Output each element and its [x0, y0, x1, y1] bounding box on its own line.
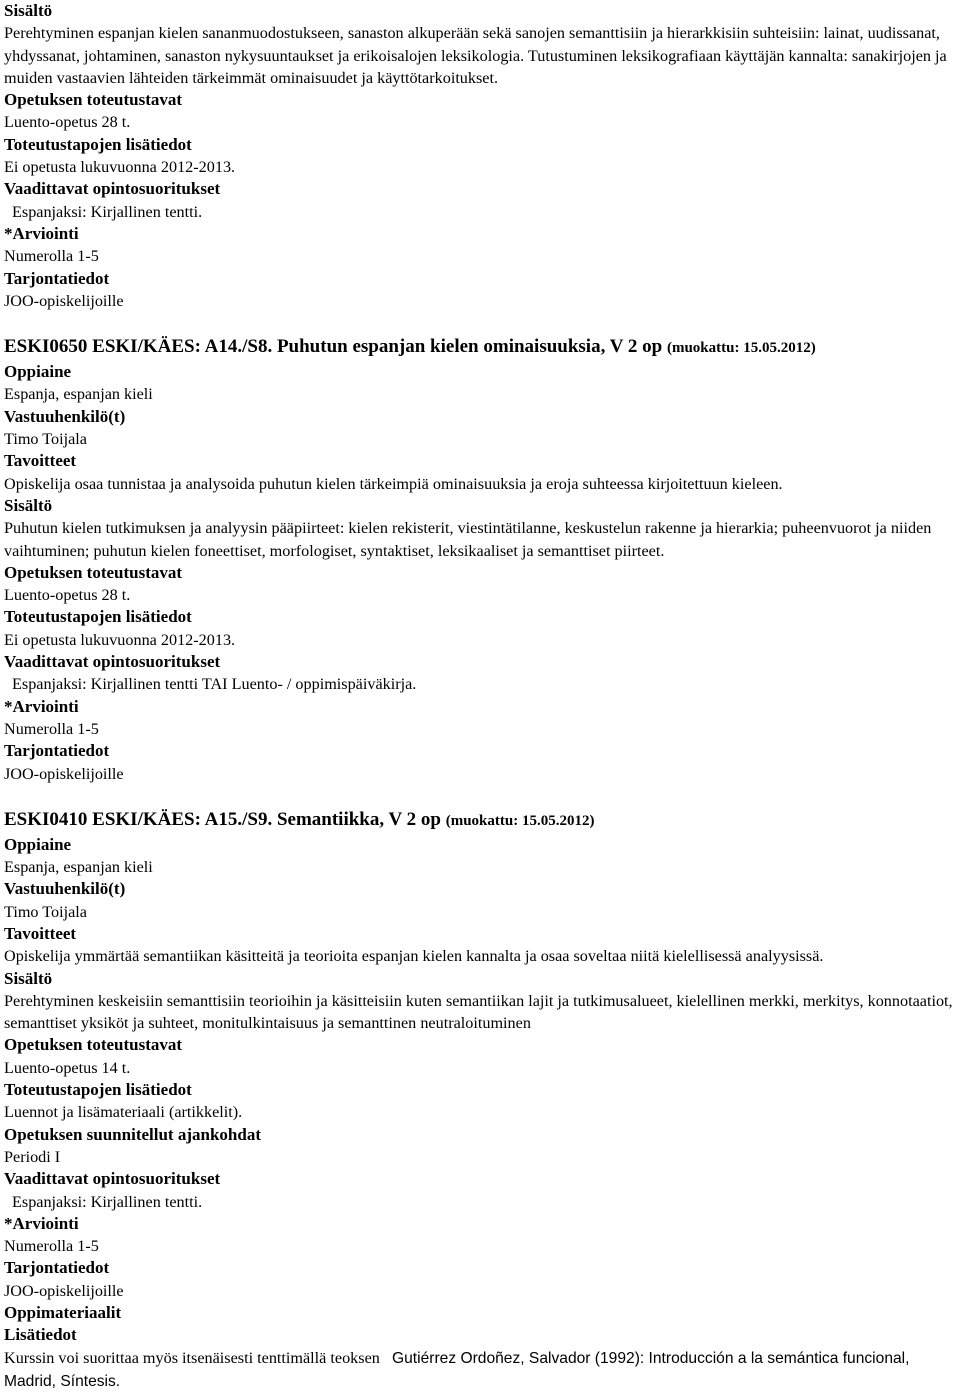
requirements-heading: Vaadittavat opintosuoritukset [4, 1169, 221, 1189]
method-details-heading: Toteutustapojen lisätiedot [4, 607, 192, 627]
teaching-methods-text: Luento-opetus 14 t. [4, 1058, 131, 1077]
additional-info-text [4, 1347, 958, 1393]
requirements-text: Espanjaksi: Kirjallinen tentti TAI Luento- / oppimispäiväkirja. [12, 675, 417, 694]
course-eski0410 [4, 807, 958, 1393]
requirements-text: Espanjaksi: Kirjallinen tentti. [12, 202, 203, 221]
responsible-heading: Vastuuhenkilö(t) [4, 406, 126, 426]
section-continued [4, 0, 958, 312]
schedule-text: Periodi I [4, 1147, 61, 1166]
method-details-text: Luennot ja lisämateriaali (artikkelit). [4, 1103, 243, 1122]
teaching-methods-text: Luento-opetus 28 t. [4, 113, 131, 132]
subject-heading: Oppiaine [4, 834, 72, 854]
modified-date: (muokattu: 15.05.2012) [445, 812, 595, 829]
content-text: Perehtyminen espanjan kielen sananmuodostukseen, sanaston alkuperään sekä sanojen semanttisiin ja hierarkkisiin suhteisiin: lainat, uudissanat, yhdyssanat, johtaminen, sanaston nykysuuntaukset ja erikoisalojen leksikologia. Tutustuminen leksikografiaan käyttäjän kannalta: sanakirjojen ja muiden vastaavien lähteiden tärkeimmät ominaisuudet ja käyttötarkoitukset. [4, 24, 947, 87]
offering-heading: Tarjontatiedot [4, 741, 110, 761]
goals-text: Opiskelija ymmärtää semantiikan käsitteitä ja teorioita espanjan kielen kannalta ja osaa soveltaa niitä kielellisessä analyysissä. [4, 947, 824, 966]
goals-heading: Tavoitteet [4, 923, 77, 943]
additional-info-part-a: Kurssin voi suorittaa myös itsenäisesti tenttimällä teoksen [4, 1348, 380, 1367]
course-eski0650 [4, 334, 958, 785]
offering-heading: Tarjontatiedot [4, 268, 110, 288]
grading-text: Numerolla 1-5 [4, 247, 99, 266]
modified-date: (muokattu: 15.05.2012) [666, 340, 816, 357]
grading-text: Numerolla 1-5 [4, 1237, 99, 1256]
grading-heading: *Arviointi [4, 223, 79, 243]
teaching-methods-heading: Opetuksen toteutustavat [4, 562, 183, 582]
method-details-heading: Toteutustapojen lisätiedot [4, 134, 192, 154]
additional-info-heading: Lisätiedot [4, 1325, 77, 1345]
content-heading: Sisältö [4, 1, 53, 20]
offering-text: JOO-opiskelijoille [4, 291, 124, 310]
teaching-methods-heading: Opetuksen toteutustavat [4, 1035, 183, 1055]
requirements-heading: Vaadittavat opintosuoritukset [4, 652, 221, 672]
offering-text: JOO-opiskelijoille [4, 1281, 124, 1300]
course-title-text: ESKI0650 ESKI/KÄES: A14./S8. Puhutun espanjan kielen ominaisuuksia, V 2 op [4, 336, 663, 358]
course-title [4, 334, 958, 361]
responsible-text: Timo Toijala [4, 902, 87, 921]
method-details-text: Ei opetusta lukuvuonna 2012-2013. [4, 158, 236, 177]
goals-text: Opiskelija osaa tunnistaa ja analysoida puhutun kielen tärkeimpiä ominaisuuksia ja eroja suhteessa kirjoitettuun kieleen. [4, 474, 783, 493]
grading-text: Numerolla 1-5 [4, 719, 99, 738]
requirements-heading: Vaadittavat opintosuoritukset [4, 179, 221, 199]
content-heading: Sisältö [4, 495, 53, 515]
teaching-methods-text: Luento-opetus 28 t. [4, 586, 131, 605]
requirements-text: Espanjaksi: Kirjallinen tentti. [12, 1192, 203, 1211]
materials-heading: Oppimateriaalit [4, 1303, 122, 1323]
course-title [4, 807, 958, 834]
grading-heading: *Arviointi [4, 696, 79, 716]
method-details-text: Ei opetusta lukuvuonna 2012-2013. [4, 630, 236, 649]
subject-text: Espanja, espanjan kieli [4, 858, 153, 877]
grading-heading: *Arviointi [4, 1213, 79, 1233]
content-text: Perehtyminen keskeisiin semanttisiin teorioihin ja käsitteisiin kuten semantiikan lajit ja tutkimusalueet, kielellinen merkki, merkitys, konnotaatiot, semanttiset yksiköt ja suhteet, monitulkintaisuus ja semanttinen neutraloituminen [4, 991, 953, 1033]
schedule-heading: Opetuksen suunnitellut ajankohdat [4, 1124, 261, 1144]
offering-text: JOO-opiskelijoille [4, 764, 124, 783]
subject-text: Espanja, espanjan kieli [4, 385, 153, 404]
content-text: Puhutun kielen tutkimuksen ja analyysin pääpiirteet: kielen rekisterit, viestintätilanne, keskustelun rakenne ja hierarkia; puheenvuorot ja niiden vaihtuminen; puhutun kielen foneettiset, morfologiset, syntaktiset, leksikaaliset ja semanttiset piirteet. [4, 519, 932, 560]
offering-heading: Tarjontatiedot [4, 1258, 110, 1278]
content-heading: Sisältö [4, 968, 53, 988]
course-title-text: ESKI0410 ESKI/KÄES: A15./S9. Semantiikka, V 2 op [4, 808, 441, 830]
method-details-heading: Toteutustapojen lisätiedot [4, 1080, 192, 1100]
additional-info-reference: Gutiérrez Ordoñez, Salvador (1992): Introducción a la semántica funcional, Madrid, Síntesis. [4, 1349, 910, 1390]
responsible-heading: Vastuuhenkilö(t) [4, 879, 126, 899]
teaching-methods-heading: Opetuksen toteutustavat [4, 90, 183, 110]
responsible-text: Timo Toijala [4, 430, 87, 449]
subject-heading: Oppiaine [4, 362, 72, 382]
goals-heading: Tavoitteet [4, 451, 77, 471]
